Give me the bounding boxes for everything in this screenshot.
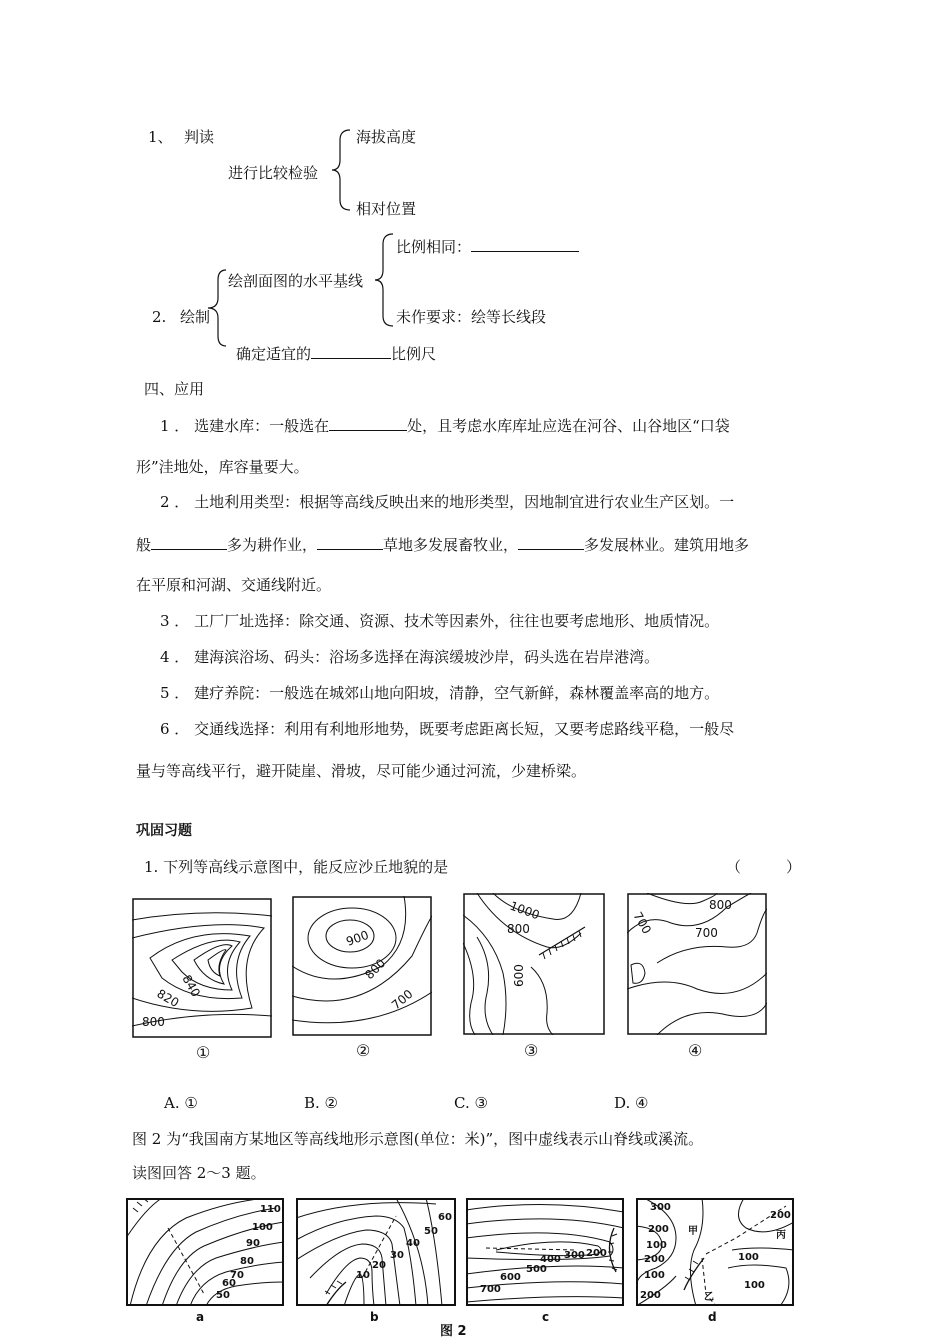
panel-d-200c: 200 [640,1290,661,1301]
reservoir-blank[interactable] [329,415,407,431]
map3-label-600: 600 [512,964,526,987]
contour-map-1 [132,898,272,1038]
map1-label-800: 800 [142,1015,165,1029]
fig2-panel-c-label: c [542,1310,550,1324]
same-ratio-blank[interactable] [471,236,579,252]
option-b[interactable]: B. ② [304,1094,339,1112]
para4: 4 ． 建海滨浴场、码头：浴场多选择在海滨缓坡沙岸，码头选在岩岸港湾。 [160,648,660,666]
panel-b-50: 50 [424,1226,438,1237]
panel-d-300: 300 [650,1202,671,1213]
para3: 3 ． 工厂厂址选择：除交通、资源、技术等因素外，往往也要考虑地形、地质情况。 [160,612,720,630]
contour-map-4 [627,893,767,1035]
fig2-panel-a-label: a [196,1310,205,1324]
figure2-caption: 图 2 [440,1324,467,1339]
para6-line1: 6 ． 交通线选择：利用有利地形地势，既要考虑距离长短，又要考虑路线平稳，一般尽 [160,720,735,738]
panel-b-40: 40 [406,1238,420,1249]
map2-label-800: 800 [362,956,389,983]
panel-d-yi: 乙 [704,1292,714,1303]
figure2-instruction: 读图回答 2～3 题。 [132,1164,266,1182]
scale-line: 确定适宜的 比例尺 [236,345,437,363]
scale-blank[interactable] [311,343,391,359]
map4-label-800: 800 [709,898,732,912]
map2-number: ② [356,1041,371,1060]
grassland-blank[interactable] [317,534,383,550]
panel-d-100c: 100 [738,1252,759,1263]
map1-number: ① [196,1043,211,1062]
para6-line2: 量与等高线平行，避开陡崖、滑坡，尽可能少通过河流，少建桥梁。 [136,762,587,780]
panel-d-200b: 200 [644,1254,665,1265]
panel-d-jia: 甲 [688,1226,698,1237]
panel-a-90: 90 [246,1238,260,1249]
panel-b-10: 10 [356,1270,370,1281]
fig2-panel-b-label: b [370,1310,379,1324]
compare-label: 进行比较检验 [228,164,319,182]
fig2-panel-a [126,1198,284,1306]
panel-a-100: 100 [252,1222,273,1233]
brace-2 [373,232,397,328]
map4-label-700b: 700 [695,926,718,940]
panel-d-100a: 100 [646,1240,667,1251]
item2-label: 绘制 [180,308,211,326]
panel-c-200: 200 [586,1248,607,1259]
option-c[interactable]: C. ③ [454,1094,488,1112]
map2-label-700: 700 [388,986,416,1013]
panel-a-60: 60 [222,1278,236,1289]
panel-c-700: 700 [480,1284,501,1295]
panel-b-60: 60 [438,1212,452,1223]
panel-a-80: 80 [240,1256,254,1267]
fig2-panel-d-label: d [708,1310,717,1324]
item1-label: 判读 [184,128,215,146]
panel-c-400: 400 [540,1254,561,1265]
panel-c-500: 500 [526,1264,547,1275]
contour-map-2 [292,896,432,1036]
panel-d-200a: 200 [648,1224,669,1235]
section4-heading: 四、应用 [144,380,205,398]
exercise-heading: 巩固习题 [136,823,192,839]
question-1: 1. 下列等高线示意图中，能反应沙丘地貌的是 [144,858,449,876]
map3-label-800: 800 [507,922,530,936]
panel-d-bing: 丙 [776,1230,786,1241]
panel-a-110: 110 [260,1204,281,1215]
map4-number: ④ [688,1041,703,1060]
para5: 5 ． 建疗养院：一般选在城郊山地向阳坡，清静，空气新鲜，森林覆盖率高的地方。 [160,684,720,702]
figure2-description: 图 2 为“我国南方某地区等高线地形示意图(单位：米)”，图中虚线表示山脊线或溪流。 [132,1130,704,1148]
fig2-panel-c [466,1198,624,1306]
panel-a-70: 70 [230,1270,244,1281]
panel-c-300: 300 [564,1250,585,1261]
map1-label-820: 820 [154,986,182,1011]
para1-line2: 形”洼地处，库容量要大。 [136,458,309,476]
panel-b-30: 30 [390,1250,404,1261]
map4-label-700a: 700 [630,909,654,937]
forest-blank[interactable] [518,534,584,550]
option-a[interactable]: A. ① [164,1094,198,1112]
para2-line3: 在平原和河湖、交通线附近。 [136,576,332,594]
panel-d-200d: 200 [770,1210,791,1221]
same-ratio-label: 比例相同： [396,236,579,257]
para2-line2: 般 多为耕作业， 草地多发展畜牧业， 多发展林业。建筑用地多 [136,536,750,554]
map3-label-1000: 1000 [507,898,542,923]
farming-blank[interactable] [151,534,227,550]
panel-d-100d: 100 [744,1280,765,1291]
item1-number: 1、 [148,128,173,146]
contour-map-3 [463,893,605,1035]
altitude-label: 海拔高度 [356,128,417,146]
fig2-panel-d [636,1198,794,1306]
option-d[interactable]: D. ④ [614,1094,649,1112]
baseline-label: 绘剖面图的水平基线 [228,272,364,290]
item2-number: 2. [152,308,167,326]
fig2-panel-b [296,1198,456,1306]
map3-number: ③ [524,1041,539,1060]
relative-position-label: 相对位置 [356,200,417,218]
brace-1 [330,128,354,212]
para2-line1: 2 ． 土地利用类型：根据等高线反映出来的地形类型，因地制宜进行农业生产区划。一 [160,493,735,511]
para1-line1: 1 ． 选建水库：一般选在 处，且考虑水库库址应选在河谷、山谷地区“口袋 [160,417,730,435]
panel-a-50: 50 [216,1290,230,1301]
panel-b-20: 20 [372,1260,386,1271]
map1-label-840: 840 [179,972,203,1000]
panel-c-600: 600 [500,1272,521,1283]
panel-d-100b: 100 [644,1270,665,1281]
map2-label-900: 900 [344,927,371,949]
question-1-answer-paren[interactable]: （ ） [726,858,802,876]
no-requirement-label: 未作要求：绘等长线段 [396,308,547,326]
